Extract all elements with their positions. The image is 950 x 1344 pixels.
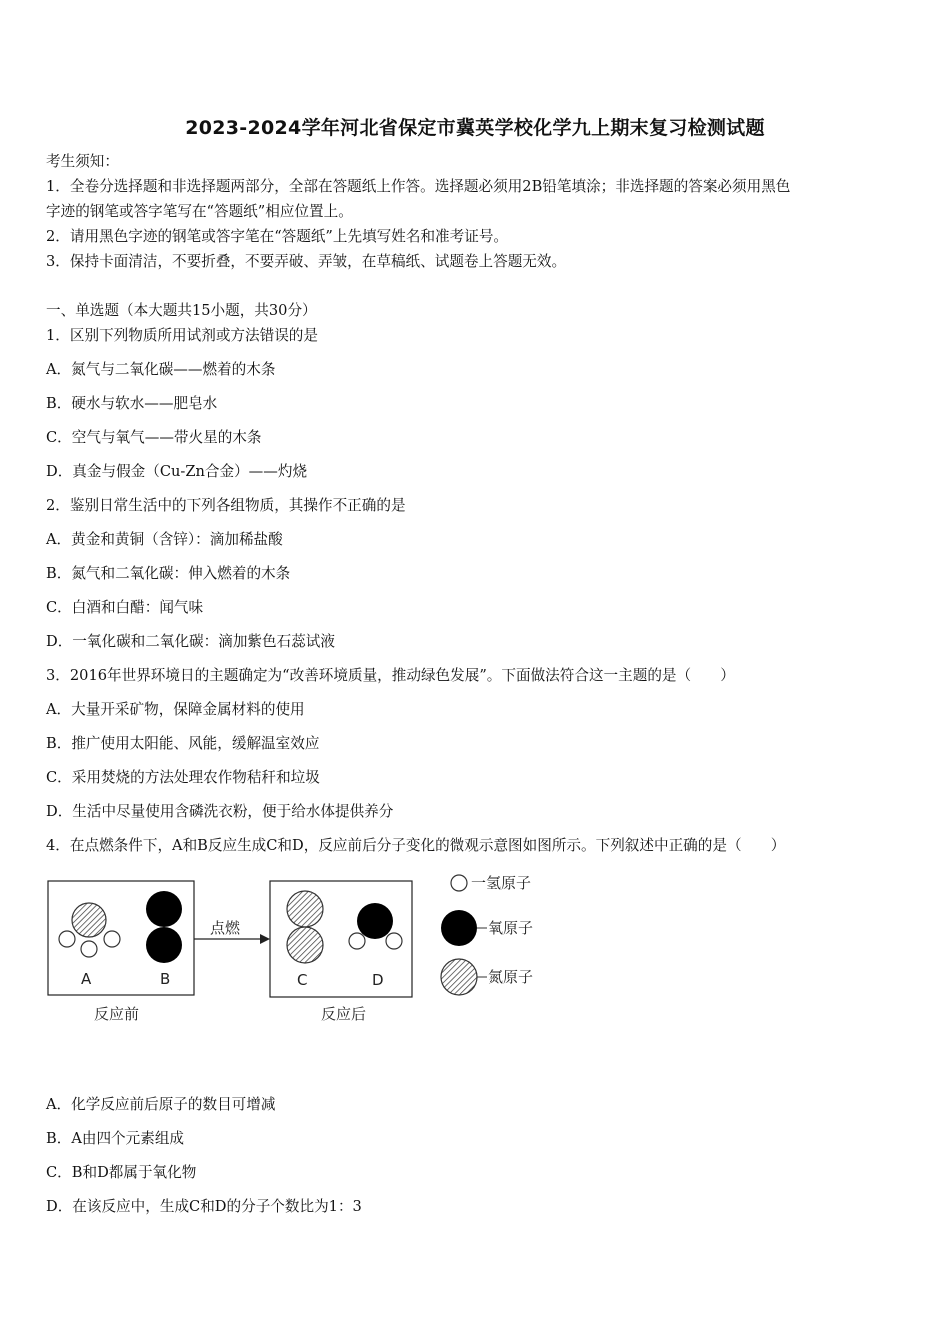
molecule-a-hydrogen-atom <box>81 941 97 957</box>
legend-oxygen-icon <box>441 910 477 946</box>
reaction-diagram <box>40 865 560 1035</box>
question-1-option-b: B．硬水与软水——肥皂水 <box>46 395 218 412</box>
notice-item-1-line-1: 1．全卷分选择题和非选择题两部分，全部在答题纸上作答。选择题必须用2B铅笔填涂；非选择题的答案必须用黑色 <box>46 178 791 195</box>
molecule-a-hydrogen-atom <box>104 931 120 947</box>
molecule-c-nitrogen-atom <box>287 927 323 963</box>
question-3-stem: 3．2016年世界环境日的主题确定为“改善环境质量，推动绿色发展”。下面做法符合这一主题的是（ ） <box>46 667 735 684</box>
molecule-a-hydrogen-atom <box>59 931 75 947</box>
molecule-c-nitrogen-atom <box>287 891 323 927</box>
question-2-option-d: D．一氧化碳和二氧化碳：滴加紫色石蕊试液 <box>46 633 335 650</box>
molecule-b-oxygen-atom <box>146 891 182 927</box>
legend-oxygen-label: 氧原子 <box>488 919 534 937</box>
label-c: C <box>297 971 308 989</box>
arrow-head <box>260 934 270 944</box>
question-3-option-b: B．推广使用太阳能、风能，缓解温室效应 <box>46 735 320 752</box>
notice-item-1-line-2: 字迹的钢笔或答字笔写在“答题纸”相应位置上。 <box>46 203 353 220</box>
caption-after: 反应后 <box>321 1005 367 1023</box>
legend-nitrogen-label: 氮原子 <box>488 968 534 986</box>
question-4-option-d: D．在该反应中，生成C和D的分子个数比为1：3 <box>46 1198 362 1215</box>
molecule-d-hydrogen-atom <box>349 933 365 949</box>
notice-heading: 考生须知： <box>46 153 119 170</box>
question-2-option-a: A．黄金和黄铜（含锌）：滴加稀盐酸 <box>46 531 283 548</box>
section-heading: 一、单选题（本大题共15小题，共30分） <box>46 302 317 319</box>
question-2-stem: 2．鉴别日常生活中的下列各组物质，其操作不正确的是 <box>46 497 406 514</box>
notice-item-2: 2．请用黑色字迹的钢笔或答字笔在“答题纸”上先填写姓名和准考证号。 <box>46 228 509 245</box>
label-b: B <box>160 970 171 988</box>
molecule-b-oxygen-atom <box>146 927 182 963</box>
page-title: 2023-2024学年河北省保定市冀英学校化学九上期末复习检测试题 <box>185 117 765 139</box>
question-1-option-d: D．真金与假金（Cu-Zn合金）——灼烧 <box>46 463 308 480</box>
legend-nitrogen-icon <box>441 959 477 995</box>
label-d: D <box>372 971 384 989</box>
legend-hydrogen-label: 一氢原子 <box>471 874 532 892</box>
molecule-a-nitrogen-atom <box>72 903 106 937</box>
question-4-option-a: A．化学反应前后原子的数目可增减 <box>46 1096 276 1113</box>
molecule-d-hydrogen-atom <box>386 933 402 949</box>
question-4-option-b: B．A由四个元素组成 <box>46 1130 185 1147</box>
question-3-option-a: A．大量开采矿物，保障金属材料的使用 <box>46 701 305 718</box>
legend-hydrogen-icon <box>451 875 467 891</box>
question-1-option-a: A．氮气与二氧化碳——燃着的木条 <box>46 361 276 378</box>
question-1-option-c: C．空气与氧气——带火星的木条 <box>46 429 262 446</box>
question-2-option-b: B．氮气和二氧化碳：伸入燃着的木条 <box>46 565 291 582</box>
arrow-label: 点燃 <box>210 919 241 937</box>
question-2-option-c: C．白酒和白醋：闻气味 <box>46 599 204 616</box>
molecule-d-oxygen-atom <box>357 903 393 939</box>
question-4-option-c: C．B和D都属于氧化物 <box>46 1164 197 1181</box>
label-a: A <box>81 970 92 988</box>
caption-before: 反应前 <box>94 1005 140 1023</box>
question-3-option-d: D．生活中尽量使用含磷洗衣粉，便于给水体提供养分 <box>46 803 394 820</box>
question-3-option-c: C．采用焚烧的方法处理农作物秸秆和垃圾 <box>46 769 320 786</box>
question-1-stem: 1．区别下列物质所用试剂或方法错误的是 <box>46 327 318 344</box>
notice-item-3: 3．保持卡面清洁，不要折叠，不要弄破、弄皱，在草稿纸、试题卷上答题无效。 <box>46 253 567 270</box>
question-4-stem: 4．在点燃条件下，A和B反应生成C和D，反应前后分子变化的微观示意图如图所示。下列叙述中正确的是（ ） <box>46 837 786 854</box>
